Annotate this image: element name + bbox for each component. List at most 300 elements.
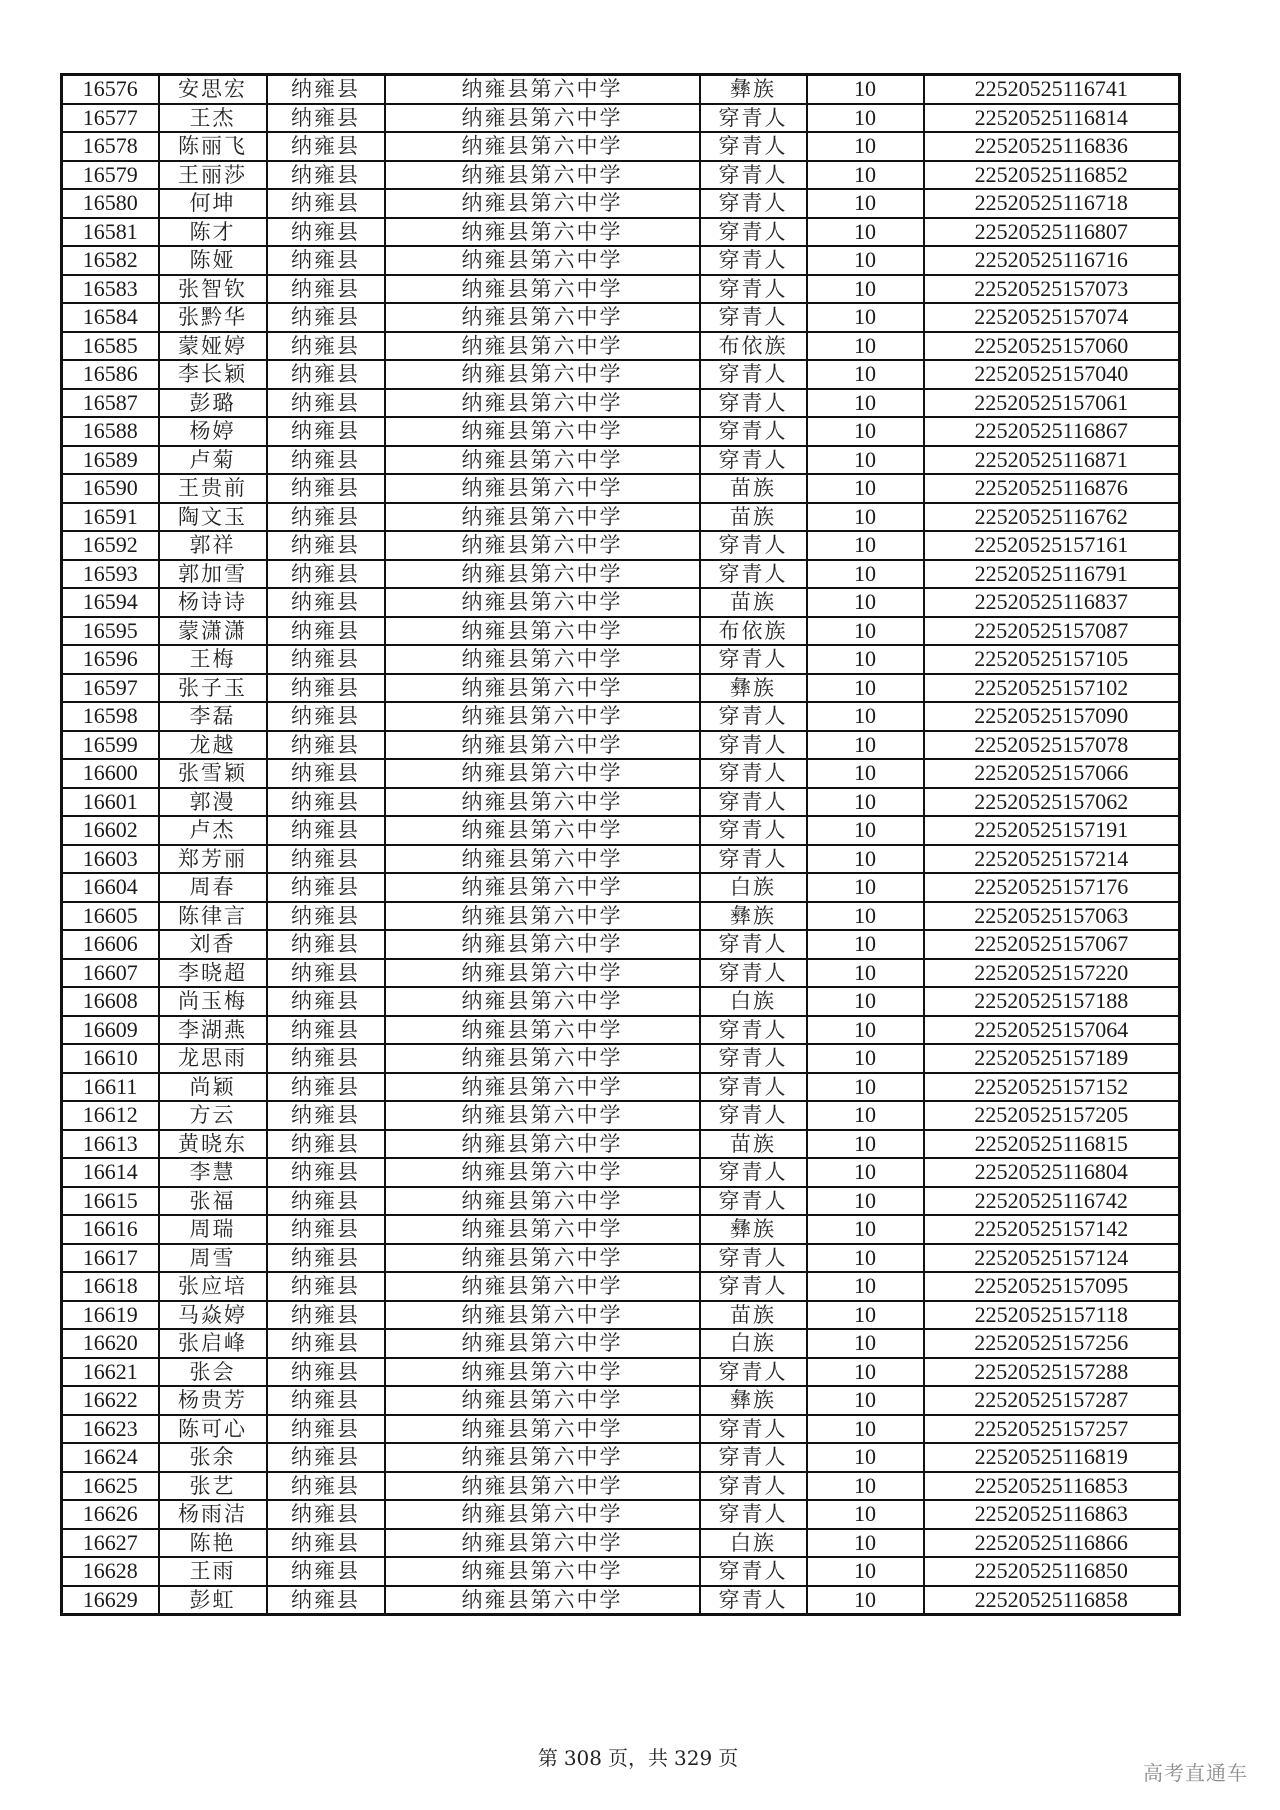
row-number-cell: 16595	[62, 617, 159, 646]
exam-id-cell: 22520525116815	[924, 1130, 1180, 1159]
ethnicity-cell: 穿青人	[700, 1272, 807, 1301]
student-name-cell: 陈艳	[159, 1529, 267, 1558]
exam-id-cell: 22520525116791	[924, 560, 1180, 589]
school-cell: 纳雍县第六中学	[385, 845, 700, 874]
row-number-cell: 16616	[62, 1215, 159, 1244]
exam-id-cell: 22520525116871	[924, 446, 1180, 475]
student-name-cell: 蒙潇潇	[159, 617, 267, 646]
ethnicity-cell: 彝族	[700, 1386, 807, 1415]
table-row	[62, 218, 1180, 247]
exam-id-cell: 22520525116867	[924, 417, 1180, 446]
exam-id-cell: 22520525157040	[924, 360, 1180, 389]
exam-id-cell: 22520525157257	[924, 1415, 1180, 1444]
school-cell: 纳雍县第六中学	[385, 161, 700, 190]
row-number-cell: 16601	[62, 788, 159, 817]
school-cell: 纳雍县第六中学	[385, 731, 700, 760]
table-row	[62, 104, 1180, 133]
row-number-cell: 16592	[62, 531, 159, 560]
table-row	[62, 1301, 1180, 1330]
ethnicity-cell: 穿青人	[700, 132, 807, 161]
row-number-cell: 16620	[62, 1329, 159, 1358]
row-number-cell: 16596	[62, 645, 159, 674]
table-row	[62, 1073, 1180, 1102]
row-number-cell: 16578	[62, 132, 159, 161]
exam-id-cell: 22520525116762	[924, 503, 1180, 532]
row-number-cell: 16605	[62, 902, 159, 931]
student-name-cell: 彭璐	[159, 389, 267, 418]
student-name-cell: 方云	[159, 1101, 267, 1130]
row-number-cell: 16577	[62, 104, 159, 133]
ethnicity-cell: 穿青人	[700, 1244, 807, 1273]
student-name-cell: 安思宏	[159, 75, 267, 104]
exam-id-cell: 22520525157105	[924, 645, 1180, 674]
exam-id-cell: 22520525157066	[924, 759, 1180, 788]
county-cell: 纳雍县	[267, 104, 385, 133]
ethnicity-cell: 布依族	[700, 332, 807, 361]
row-number-cell: 16614	[62, 1158, 159, 1187]
row-number-cell: 16603	[62, 845, 159, 874]
county-cell: 纳雍县	[267, 1586, 385, 1615]
table-row	[62, 959, 1180, 988]
county-cell: 纳雍县	[267, 1358, 385, 1387]
county-cell: 纳雍县	[267, 1500, 385, 1529]
exam-id-cell: 22520525116876	[924, 474, 1180, 503]
school-cell: 纳雍县第六中学	[385, 531, 700, 560]
points-cell: 10	[807, 503, 924, 532]
table-row	[62, 246, 1180, 275]
points-cell: 10	[807, 1158, 924, 1187]
student-name-cell: 龙思雨	[159, 1044, 267, 1073]
table-row	[62, 389, 1180, 418]
roster-table	[60, 73, 1181, 1616]
county-cell: 纳雍县	[267, 1158, 385, 1187]
student-name-cell: 王杰	[159, 104, 267, 133]
row-number-cell: 16600	[62, 759, 159, 788]
student-name-cell: 龙越	[159, 731, 267, 760]
exam-id-cell: 22520525116814	[924, 104, 1180, 133]
student-name-cell: 杨雨洁	[159, 1500, 267, 1529]
student-name-cell: 尚玉梅	[159, 987, 267, 1016]
county-cell: 纳雍县	[267, 645, 385, 674]
exam-id-cell: 22520525157287	[924, 1386, 1180, 1415]
table-row	[62, 1130, 1180, 1159]
ethnicity-cell: 彝族	[700, 1215, 807, 1244]
county-cell: 纳雍县	[267, 161, 385, 190]
student-name-cell: 张福	[159, 1187, 267, 1216]
county-cell: 纳雍县	[267, 588, 385, 617]
county-cell: 纳雍县	[267, 1557, 385, 1586]
school-cell: 纳雍县第六中学	[385, 1044, 700, 1073]
county-cell: 纳雍县	[267, 930, 385, 959]
ethnicity-cell: 苗族	[700, 588, 807, 617]
ethnicity-cell: 穿青人	[700, 560, 807, 589]
county-cell: 纳雍县	[267, 132, 385, 161]
school-cell: 纳雍县第六中学	[385, 1472, 700, 1501]
student-name-cell: 张余	[159, 1443, 267, 1472]
current-page-number: 308	[563, 1746, 602, 1770]
exam-id-cell: 22520525157152	[924, 1073, 1180, 1102]
table-row	[62, 560, 1180, 589]
points-cell: 10	[807, 531, 924, 560]
ethnicity-cell: 穿青人	[700, 845, 807, 874]
roster-body	[62, 75, 1180, 1615]
county-cell: 纳雍县	[267, 417, 385, 446]
row-number-cell: 16583	[62, 275, 159, 304]
table-row	[62, 161, 1180, 190]
row-number-cell: 16617	[62, 1244, 159, 1273]
watermark: 高考直通车	[1143, 1761, 1248, 1785]
points-cell: 10	[807, 474, 924, 503]
ethnicity-cell: 白族	[700, 1529, 807, 1558]
county-cell: 纳雍县	[267, 1215, 385, 1244]
ethnicity-cell: 穿青人	[700, 389, 807, 418]
school-cell: 纳雍县第六中学	[385, 417, 700, 446]
table-row	[62, 930, 1180, 959]
school-cell: 纳雍县第六中学	[385, 303, 700, 332]
school-cell: 纳雍县第六中学	[385, 1500, 700, 1529]
points-cell: 10	[807, 1586, 924, 1615]
row-number-cell: 16607	[62, 959, 159, 988]
student-name-cell: 李磊	[159, 702, 267, 731]
county-cell: 纳雍县	[267, 360, 385, 389]
school-cell: 纳雍县第六中学	[385, 617, 700, 646]
row-number-cell: 16585	[62, 332, 159, 361]
points-cell: 10	[807, 617, 924, 646]
table-row	[62, 332, 1180, 361]
school-cell: 纳雍县第六中学	[385, 1244, 700, 1273]
table-row	[62, 1472, 1180, 1501]
table-row	[62, 1272, 1180, 1301]
row-number-cell: 16613	[62, 1130, 159, 1159]
row-number-cell: 16587	[62, 389, 159, 418]
student-name-cell: 王雨	[159, 1557, 267, 1586]
table-row	[62, 759, 1180, 788]
student-name-cell: 张智钦	[159, 275, 267, 304]
row-number-cell: 16629	[62, 1586, 159, 1615]
table-row	[62, 189, 1180, 218]
table-row	[62, 816, 1180, 845]
county-cell: 纳雍县	[267, 959, 385, 988]
points-cell: 10	[807, 1358, 924, 1387]
table-row	[62, 1158, 1180, 1187]
exam-id-cell: 22520525157102	[924, 674, 1180, 703]
table-row	[62, 1586, 1180, 1615]
points-cell: 10	[807, 75, 924, 104]
student-name-cell: 王梅	[159, 645, 267, 674]
ethnicity-cell: 穿青人	[700, 417, 807, 446]
points-cell: 10	[807, 332, 924, 361]
points-cell: 10	[807, 1130, 924, 1159]
page-footer	[0, 1742, 1280, 1771]
school-cell: 纳雍县第六中学	[385, 1158, 700, 1187]
points-cell: 10	[807, 1016, 924, 1045]
student-name-cell: 李慧	[159, 1158, 267, 1187]
points-cell: 10	[807, 275, 924, 304]
points-cell: 10	[807, 104, 924, 133]
student-name-cell: 郭加雪	[159, 560, 267, 589]
points-cell: 10	[807, 389, 924, 418]
exam-id-cell: 22520525116866	[924, 1529, 1180, 1558]
table-row	[62, 132, 1180, 161]
points-cell: 10	[807, 873, 924, 902]
row-number-cell: 16606	[62, 930, 159, 959]
county-cell: 纳雍县	[267, 1244, 385, 1273]
student-name-cell: 张子玉	[159, 674, 267, 703]
school-cell: 纳雍县第六中学	[385, 360, 700, 389]
ethnicity-cell: 穿青人	[700, 645, 807, 674]
exam-id-cell: 22520525157090	[924, 702, 1180, 731]
ethnicity-cell: 穿青人	[700, 1586, 807, 1615]
points-cell: 10	[807, 788, 924, 817]
county-cell: 纳雍县	[267, 503, 385, 532]
school-cell: 纳雍县第六中学	[385, 816, 700, 845]
ethnicity-cell: 穿青人	[700, 1044, 807, 1073]
student-name-cell: 陈可心	[159, 1415, 267, 1444]
points-cell: 10	[807, 303, 924, 332]
row-number-cell: 16576	[62, 75, 159, 104]
ethnicity-cell: 穿青人	[700, 360, 807, 389]
exam-id-cell: 22520525157063	[924, 902, 1180, 931]
table-row	[62, 1044, 1180, 1073]
points-cell: 10	[807, 161, 924, 190]
points-cell: 10	[807, 845, 924, 874]
school-cell: 纳雍县第六中学	[385, 446, 700, 475]
school-cell: 纳雍县第六中学	[385, 1130, 700, 1159]
school-cell: 纳雍县第六中学	[385, 645, 700, 674]
student-name-cell: 卢菊	[159, 446, 267, 475]
school-cell: 纳雍县第六中学	[385, 132, 700, 161]
exam-id-cell: 22520525116850	[924, 1557, 1180, 1586]
student-name-cell: 王丽莎	[159, 161, 267, 190]
ethnicity-cell: 穿青人	[700, 930, 807, 959]
county-cell: 纳雍县	[267, 560, 385, 589]
student-name-cell: 杨诗诗	[159, 588, 267, 617]
school-cell: 纳雍县第六中学	[385, 1529, 700, 1558]
row-number-cell: 16589	[62, 446, 159, 475]
ethnicity-cell: 彝族	[700, 75, 807, 104]
student-name-cell: 张雪颖	[159, 759, 267, 788]
row-number-cell: 16624	[62, 1443, 159, 1472]
table-row	[62, 417, 1180, 446]
school-cell: 纳雍县第六中学	[385, 1301, 700, 1330]
ethnicity-cell: 穿青人	[700, 1158, 807, 1187]
school-cell: 纳雍县第六中学	[385, 389, 700, 418]
exam-id-cell: 22520525116716	[924, 246, 1180, 275]
county-cell: 纳雍县	[267, 1016, 385, 1045]
school-cell: 纳雍县第六中学	[385, 218, 700, 247]
school-cell: 纳雍县第六中学	[385, 902, 700, 931]
student-name-cell: 周瑞	[159, 1215, 267, 1244]
table-row	[62, 987, 1180, 1016]
student-name-cell: 张会	[159, 1358, 267, 1387]
exam-id-cell: 22520525116863	[924, 1500, 1180, 1529]
table-row	[62, 731, 1180, 760]
ethnicity-cell: 穿青人	[700, 816, 807, 845]
student-name-cell: 刘香	[159, 930, 267, 959]
county-cell: 纳雍县	[267, 617, 385, 646]
points-cell: 10	[807, 959, 924, 988]
row-number-cell: 16588	[62, 417, 159, 446]
row-number-cell: 16586	[62, 360, 159, 389]
points-cell: 10	[807, 702, 924, 731]
row-number-cell: 16625	[62, 1472, 159, 1501]
ethnicity-cell: 穿青人	[700, 1073, 807, 1102]
school-cell: 纳雍县第六中学	[385, 104, 700, 133]
ethnicity-cell: 穿青人	[700, 161, 807, 190]
points-cell: 10	[807, 1244, 924, 1273]
student-name-cell: 李湖燕	[159, 1016, 267, 1045]
table-row	[62, 1500, 1180, 1529]
student-name-cell: 杨婷	[159, 417, 267, 446]
county-cell: 纳雍县	[267, 759, 385, 788]
exam-id-cell: 22520525116852	[924, 161, 1180, 190]
student-name-cell: 马焱婷	[159, 1301, 267, 1330]
county-cell: 纳雍县	[267, 731, 385, 760]
ethnicity-cell: 穿青人	[700, 1358, 807, 1387]
exam-id-cell: 22520525116858	[924, 1586, 1180, 1615]
ethnicity-cell: 穿青人	[700, 1415, 807, 1444]
table-row	[62, 588, 1180, 617]
ethnicity-cell: 苗族	[700, 1130, 807, 1159]
student-name-cell: 杨贵芳	[159, 1386, 267, 1415]
table-row	[62, 873, 1180, 902]
points-cell: 10	[807, 902, 924, 931]
county-cell: 纳雍县	[267, 845, 385, 874]
exam-id-cell: 22520525157060	[924, 332, 1180, 361]
student-name-cell: 周雪	[159, 1244, 267, 1273]
exam-id-cell: 22520525157062	[924, 788, 1180, 817]
exam-id-cell: 22520525157067	[924, 930, 1180, 959]
table-row	[62, 1187, 1180, 1216]
county-cell: 纳雍县	[267, 246, 385, 275]
points-cell: 10	[807, 1443, 924, 1472]
school-cell: 纳雍县第六中学	[385, 1557, 700, 1586]
school-cell: 纳雍县第六中学	[385, 930, 700, 959]
exam-id-cell: 22520525157118	[924, 1301, 1180, 1330]
exam-id-cell: 22520525157074	[924, 303, 1180, 332]
student-name-cell: 张启峰	[159, 1329, 267, 1358]
ethnicity-cell: 苗族	[700, 1301, 807, 1330]
points-cell: 10	[807, 674, 924, 703]
points-cell: 10	[807, 1101, 924, 1130]
points-cell: 10	[807, 1301, 924, 1330]
exam-id-cell: 22520525157142	[924, 1215, 1180, 1244]
county-cell: 纳雍县	[267, 275, 385, 304]
ethnicity-cell: 穿青人	[700, 246, 807, 275]
county-cell: 纳雍县	[267, 1101, 385, 1130]
school-cell: 纳雍县第六中学	[385, 1329, 700, 1358]
county-cell: 纳雍县	[267, 674, 385, 703]
county-cell: 纳雍县	[267, 987, 385, 1016]
points-cell: 10	[807, 1044, 924, 1073]
school-cell: 纳雍县第六中学	[385, 674, 700, 703]
school-cell: 纳雍县第六中学	[385, 1415, 700, 1444]
row-number-cell: 16591	[62, 503, 159, 532]
ethnicity-cell: 穿青人	[700, 1557, 807, 1586]
exam-id-cell: 22520525157214	[924, 845, 1180, 874]
exam-id-cell: 22520525157064	[924, 1016, 1180, 1045]
school-cell: 纳雍县第六中学	[385, 1586, 700, 1615]
points-cell: 10	[807, 246, 924, 275]
row-number-cell: 16619	[62, 1301, 159, 1330]
county-cell: 纳雍县	[267, 75, 385, 104]
school-cell: 纳雍县第六中学	[385, 702, 700, 731]
table-row	[62, 1358, 1180, 1387]
school-cell: 纳雍县第六中学	[385, 987, 700, 1016]
table-row	[62, 617, 1180, 646]
ethnicity-cell: 布依族	[700, 617, 807, 646]
school-cell: 纳雍县第六中学	[385, 873, 700, 902]
school-cell: 纳雍县第六中学	[385, 246, 700, 275]
row-number-cell: 16579	[62, 161, 159, 190]
points-cell: 10	[807, 446, 924, 475]
student-name-cell: 陶文玉	[159, 503, 267, 532]
student-name-cell: 周春	[159, 873, 267, 902]
table-row	[62, 503, 1180, 532]
county-cell: 纳雍县	[267, 702, 385, 731]
table-row	[62, 1529, 1180, 1558]
exam-id-cell: 22520525116741	[924, 75, 1180, 104]
school-cell: 纳雍县第六中学	[385, 1187, 700, 1216]
row-number-cell: 16626	[62, 1500, 159, 1529]
table-row	[62, 303, 1180, 332]
ethnicity-cell: 苗族	[700, 503, 807, 532]
points-cell: 10	[807, 132, 924, 161]
exam-id-cell: 22520525116742	[924, 1187, 1180, 1216]
points-cell: 10	[807, 360, 924, 389]
county-cell: 纳雍县	[267, 873, 385, 902]
table-row	[62, 702, 1180, 731]
county-cell: 纳雍县	[267, 1443, 385, 1472]
ethnicity-cell: 穿青人	[700, 1472, 807, 1501]
points-cell: 10	[807, 930, 924, 959]
row-number-cell: 16598	[62, 702, 159, 731]
page-indicator	[535, 1742, 741, 1771]
row-number-cell: 16627	[62, 1529, 159, 1558]
school-cell: 纳雍县第六中学	[385, 75, 700, 104]
county-cell: 纳雍县	[267, 1044, 385, 1073]
footer-prefix: 第	[537, 1746, 558, 1770]
student-name-cell: 张黔华	[159, 303, 267, 332]
row-number-cell: 16597	[62, 674, 159, 703]
ethnicity-cell: 穿青人	[700, 731, 807, 760]
exam-id-cell: 22520525157073	[924, 275, 1180, 304]
points-cell: 10	[807, 645, 924, 674]
ethnicity-cell: 彝族	[700, 674, 807, 703]
table-row	[62, 531, 1180, 560]
student-name-cell: 尚颖	[159, 1073, 267, 1102]
footer-suffix: 页	[718, 1746, 739, 1770]
school-cell: 纳雍县第六中学	[385, 1215, 700, 1244]
row-number-cell: 16612	[62, 1101, 159, 1130]
ethnicity-cell: 彝族	[700, 902, 807, 931]
exam-id-cell: 22520525157087	[924, 617, 1180, 646]
table-row	[62, 474, 1180, 503]
points-cell: 10	[807, 1187, 924, 1216]
table-row	[62, 674, 1180, 703]
row-number-cell: 16609	[62, 1016, 159, 1045]
student-name-cell: 张艺	[159, 1472, 267, 1501]
ethnicity-cell: 白族	[700, 1329, 807, 1358]
ethnicity-cell: 穿青人	[700, 104, 807, 133]
school-cell: 纳雍县第六中学	[385, 788, 700, 817]
exam-id-cell: 22520525157205	[924, 1101, 1180, 1130]
county-cell: 纳雍县	[267, 1415, 385, 1444]
school-cell: 纳雍县第六中学	[385, 1016, 700, 1045]
exam-id-cell: 22520525116718	[924, 189, 1180, 218]
points-cell: 10	[807, 1500, 924, 1529]
ethnicity-cell: 穿青人	[700, 759, 807, 788]
